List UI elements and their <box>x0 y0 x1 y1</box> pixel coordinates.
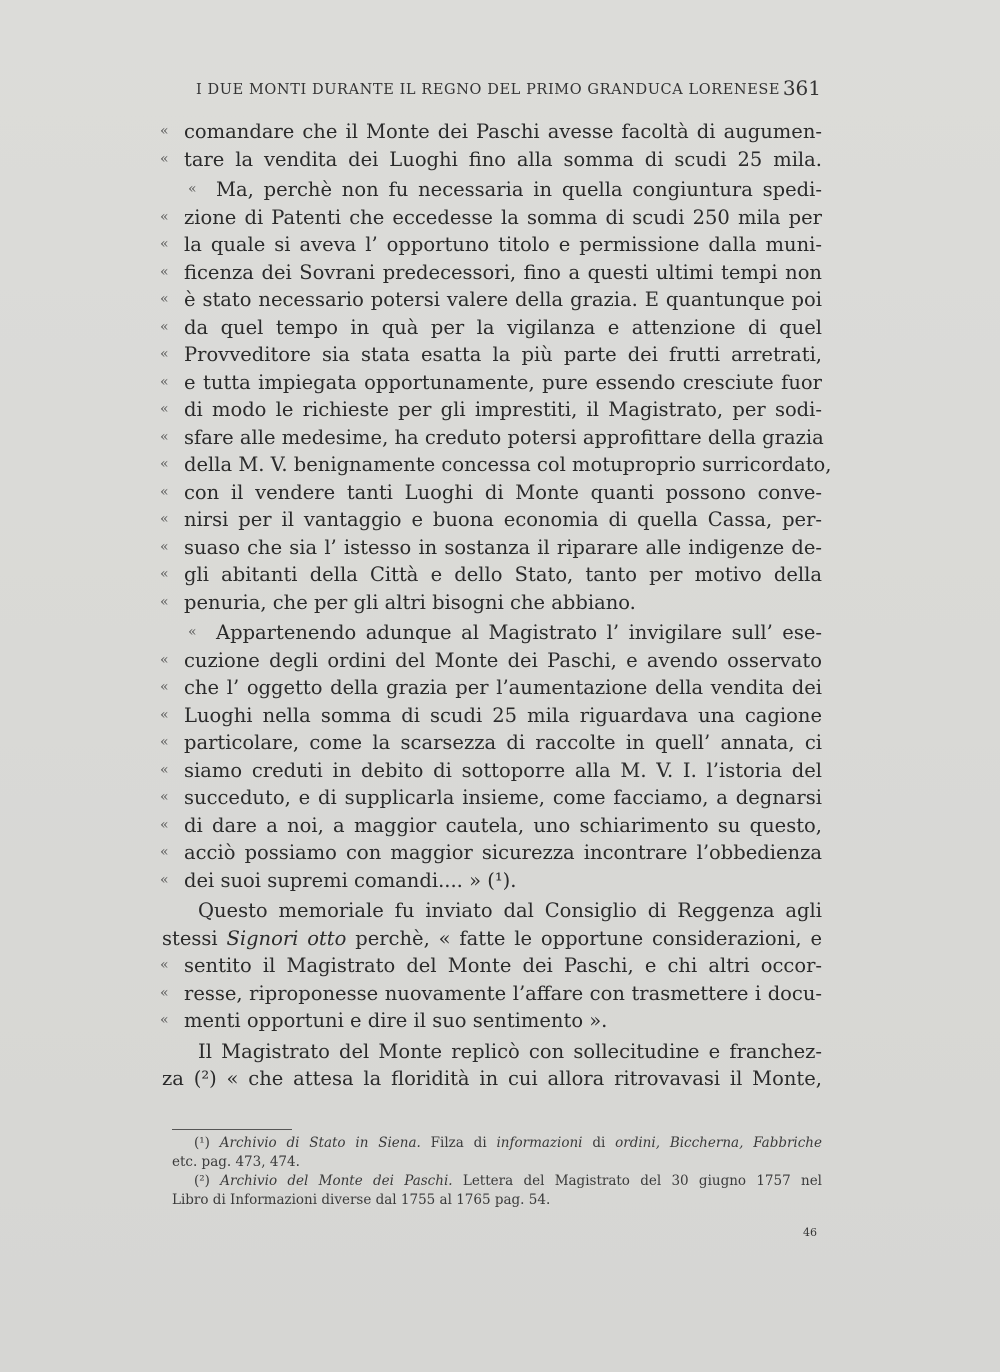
quote-mark: « <box>160 373 169 390</box>
quote-mark: « <box>160 734 169 750</box>
body-text <box>160 118 832 1093</box>
quote-mark: « <box>160 789 169 805</box>
text-line: « tare la vendita dei Luoghi fino alla somma di scudi 25 mila. <box>160 146 822 174</box>
text-line: « Appartenendo adunque al Magistrato l’ invigilare sull’ ese- <box>160 619 822 647</box>
footnote-2: (²) Archivio del Monte dei Paschi. Lettera del Magistrato del 30 giugno 1757 nel <box>194 1173 822 1189</box>
quote-mark: « <box>160 263 169 280</box>
text-line: « Luoghi nella somma di scudi 25 mila riguardava una cagione <box>160 702 822 730</box>
text-line: « la quale si aveva l’ opportuno titolo e permissione dalla muni- <box>160 231 822 259</box>
text-line: « dei suoi supremi comandi.... » (¹). <box>160 867 822 895</box>
quote-mark: « <box>160 538 169 555</box>
quote-mark: « <box>160 871 169 888</box>
text-line: « suaso che sia l’ istesso in sostanza il riparare alle indigenze de- <box>160 534 822 562</box>
text-line: « gli abitanti della Città e dello Stato, tanto per motivo della <box>160 561 822 589</box>
text-line: za (²) « che attesa la floridità in cui allora ritrovavasi il Monte, <box>162 1067 822 1090</box>
text-line: « da quel tempo in quà per la vigilanza e attenzione di quel <box>160 314 822 342</box>
text-line: « nirsi per il vantaggio e buona economia di quella Cassa, per- <box>160 506 822 534</box>
quote-mark: « <box>160 123 169 139</box>
running-header <box>196 76 821 100</box>
text-line: « Ma, perchè non fu necessaria in quella congiuntura spedi- <box>160 176 822 204</box>
text-line: « comandare che il Monte dei Paschi avesse facoltà di augumen- <box>160 118 822 146</box>
text-line: Il Magistrato del Monte replicò con sollecitudine e franchez- <box>198 1039 822 1063</box>
text-line: « di dare a noi, a maggior cautela, uno schiarimento su questo, <box>160 812 822 840</box>
quote-mark: « <box>160 401 169 417</box>
text-line: « acciò possiamo con maggior sicurezza incontrare l’obbedienza <box>160 839 822 867</box>
quote-mark: « <box>160 957 169 973</box>
quote-mark: « <box>160 984 169 1001</box>
footnote-1-continuation: etc. pag. 473, 474. <box>172 1154 300 1170</box>
quote-mark: « <box>188 624 197 640</box>
quote-mark: « <box>160 236 169 252</box>
text-line: « succeduto, e di supplicarla insieme, come facciamo, a degnarsi <box>160 784 822 812</box>
text-line: « che l’ oggetto della grazia per l’aumentazione della vendita dei <box>160 674 822 702</box>
text-line: « resse, riproponesse nuovamente l’affare con trasmettere i docu- <box>160 980 822 1008</box>
quote-mark: « <box>160 483 169 500</box>
text-line: « penuria, che per gli altri bisogni che abbiano. <box>160 589 822 617</box>
text-line: « zione di Patenti che eccedesse la somma di scudi 250 mila per <box>160 204 822 232</box>
quote-mark: « <box>188 181 197 197</box>
quote-mark: « <box>160 706 169 723</box>
text-line: « sentito il Magistrato del Monte dei Paschi, e chi altri occor- <box>160 952 822 980</box>
quote-mark: « <box>160 150 169 167</box>
text-line: « cuzione degli ordini del Monte dei Paschi, e avendo osservato <box>160 647 822 675</box>
quote-mark: « <box>160 816 169 833</box>
quote-mark: « <box>160 1012 169 1028</box>
text-line: « sfare alle medesime, ha creduto potersi approfittare della grazia <box>160 424 822 452</box>
quote-mark: « <box>160 679 169 695</box>
text-line: Questo memoriale fu inviato dal Consiglio di Reggenza agli <box>198 899 822 922</box>
text-line: « e tutta impiegata opportunamente, pure essendo cresciute fuor <box>160 369 822 397</box>
running-title: I DUE MONTI DURANTE IL REGNO DEL PRIMO GRANDUCA LORENESE <box>196 82 781 98</box>
quote-mark: « <box>160 318 169 335</box>
signature-mark: 46 <box>803 1226 817 1239</box>
quote-mark: « <box>160 346 169 362</box>
quote-mark: « <box>160 428 169 445</box>
text-line: « menti opportuni e dire il suo sentimento ». <box>160 1007 822 1035</box>
footnotes <box>172 1134 822 1210</box>
quote-mark: « <box>160 651 169 668</box>
footnote-rule <box>172 1129 292 1130</box>
quote-mark: « <box>160 566 169 582</box>
quote-mark: « <box>160 208 169 225</box>
text-line: « Provveditore sia stata esatta la più parte dei frutti arretrati, <box>160 341 822 369</box>
quote-mark: « <box>160 593 169 610</box>
page-number: 361 <box>782 76 821 100</box>
quote-mark: « <box>160 456 169 472</box>
text-line: « di modo le richieste per gli imprestiti, il Magistrato, per sodi- <box>160 396 822 424</box>
quote-mark: « <box>160 761 169 778</box>
footnote-2-continuation: Libro di Informazioni diverse dal 1755 al 1765 pag. 54. <box>172 1192 551 1208</box>
text-line: « della M. V. benignamente concessa col motuproprio surricordato, <box>160 451 822 479</box>
text-line: stessi Signori otto perchè, « fatte le opportune considerazioni, e <box>162 926 822 950</box>
footnote-1: (¹) Archivio di Stato in Siena. Filza di informazioni di ordini, Biccherna, Fabbriche <box>194 1135 822 1151</box>
text-line: « ficenza dei Sovrani predecessori, fino a questi ultimi tempi non <box>160 259 822 287</box>
quote-mark: « <box>160 291 169 307</box>
text-line: « con il vendere tanti Luoghi di Monte quanti possono conve- <box>160 479 822 507</box>
quote-mark: « <box>160 511 169 527</box>
text-line: « siamo creduti in debito di sottoporre alla M. V. I. l’istoria del <box>160 757 822 785</box>
text-line: « è stato necessario potersi valere della grazia. E quantunque poi <box>160 286 822 314</box>
emphasis: Signori otto <box>226 926 347 950</box>
quote-mark: « <box>160 844 169 860</box>
text-line: « particolare, come la scarsezza di raccolte in quell’ annata, ci <box>160 729 822 757</box>
